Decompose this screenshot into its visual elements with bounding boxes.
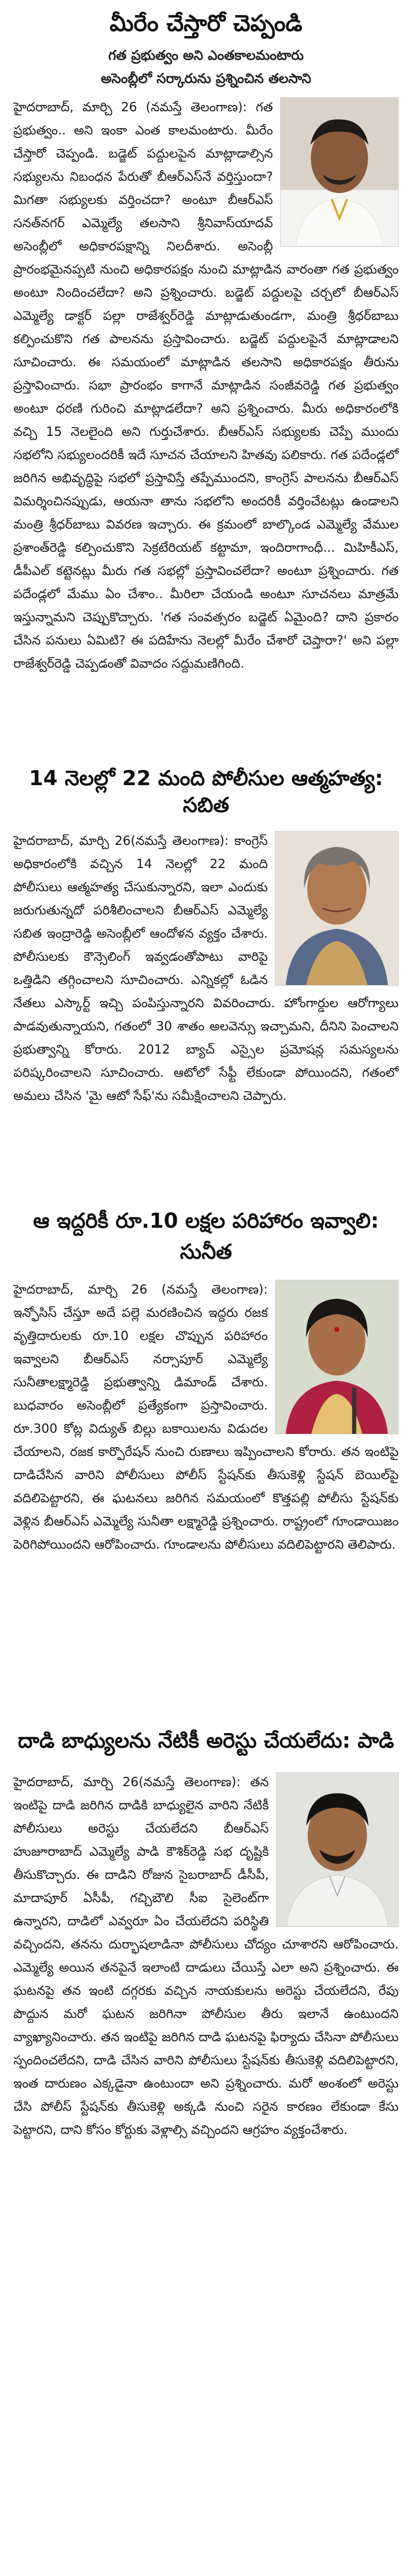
article-headline: దాడి బాధ్యులను నేటికీ అరెస్టు చేయలేదు: పాడి (18, 1729, 394, 1753)
article-dateline: హైదరాబాద్, మార్చి 26(నమస్తే తెలంగాణ): (13, 833, 229, 848)
article-dateline: హైదరాబాద్, మార్చి 26 (నమస్తే తెలంగాణ): (13, 1282, 268, 1297)
sunitha-photo (275, 1280, 399, 1434)
article-sabitha (0, 750, 412, 1195)
article-sunitha (0, 1200, 412, 1721)
article-body-wrap (13, 1770, 399, 2141)
article-dateline: హైదరాబాద్, మార్చి 26(నమస్తే తెలంగాణ): (13, 1774, 241, 1789)
article-body-wrap (13, 95, 399, 675)
article-body-wrap (13, 1278, 399, 1556)
article-headline: మీరేం చేస్తారో చెప్పండి (109, 10, 303, 37)
sabitha-photo (275, 831, 399, 986)
article-talasani (0, 9, 412, 746)
article-headline: ఆ ఇద్దరికీ రూ.10 లక్షల పరిహారం ఇవ్వాలి: సునీత (33, 1209, 379, 1264)
padi-photo (276, 1772, 399, 1927)
article-body-text: కాంగ్రెస్ అధికారంలోకి వచ్చిన 14 నెలల్లో 22 మంది పోలీసులు ఆత్మహత్య చేసుకున్నారని, ఇలా ఎందుకు జరుగుతున్నదో పరిశీలించాలని బీఆర్ఎస్ ఎమ్మెల్యే సబిత ఇంద్రారెడ్డి అసెంబ్లీలో ఆందోళన వ్యక్తం చేశారు. పోలీసులకు కౌన్సెలింగ్ ఇవ్వడంతోపాటు వారిపై ఒత్తిడిని తగ్గించాలని సూచించారు. ఎన్నికల్లో ఓడిన నేతలు ఎస్కార్ట్ ఇచ్చి పంపిస్తున్నారని వివరించారు. హోంగార్డుల ఆరోగ్యాలు పాడవుతున్నాయని, గతంలో 30 శాతం అలవెన్సు ఇచ్చామని, దీనిని పెంచాలని ప్రభుత్వాన్ని కోరారు. 2012 బ్యాచ్ ఎస్సైల ప్రమోషన్ల సమస్యలను పరిష్కరించాలని సూచించారు. ఆటోలో సేఫ్టీ లేకుండా పోయిందని, గతంలో అమలు చేసిన 'మై ఆటో సేఫ్'ను సమీక్షించాలని చెప్పారు. (13, 833, 399, 1103)
article-subheadline-2: అసెంబ్లీలో సర్కారును ప్రశ్నించిన తలసాని (100, 71, 312, 87)
article-headline: 14 నెలల్లో 22 మంది పోలీసుల ఆత్మహత్య: సబిత (29, 767, 383, 817)
article-body-wrap (13, 829, 399, 1107)
article-body-text: ఇన్ఫోసిస్ చేస్తూ అదే పల్లె మరణించిన ఇద్దరు రజక వృత్తిదారులకు రూ.10 లక్షల చొప్పున పరిహారం ఇవ్వాలని బీఆర్ఎస్ నర్సాపూర్ ఎమ్మెల్యే సునీతాలక్ష్మారెడ్డి ప్రభుత్వాన్ని డిమాండ్ చేశారు. బుధవారం అసెంబ్లీలో ప్రత్యేకంగా ప్రస్తావించారు. రూ.300 కోట్ల విద్యుత్ బిల్లు బకాయిలను విడుదల చేయాలని, రజక కార్పొరేషన్ నుంచి రుణాలు ఇప్పించాలని కోరారు. తన ఇంటిపై దాడిచేసిన వారిని పోలీసులు పోలీస్ స్టేషన్‌కు తీసుకెళ్లి స్టేషన్ బెయిల్‌పై వదిలిపెట్టారని, ఈ ఘటనలు జరిగిన సమయంలో కొత్తపల్లి పోలీసు స్టేషన్‌కు వెళ్లిన బీఆర్ఎస్ ఎమ్మెల్యే సునీతా లక్ష్మారెడ్డి ప్రశ్నించారు. రాష్ట్రంలో గూండాయిజం పెరిగిపోయిందని ఆరోపించారు. గూండాలను పోలీసులు వదిలిపెట్టారని తెలిపారు. (13, 1305, 399, 1552)
article-subheadline: గత ప్రభుత్వం అని ఎంతకాలమంటారు (108, 48, 304, 63)
article-body-text: తన ఇంటిపై దాడి జరిగిన దాడికి బాధ్యులైన వారిని నేటికీ పోలీసులు అరెస్టు చేయలేదని బీఆర్ఎస్ హుజూరాబాద్ ఎమ్మెల్యే పాడి కౌశిక్‌రెడ్డి సభ దృష్టికి తీసుకొచ్చారు. ఈ దాడిని రోజున సైబరాబాద్ డీసీపీ, మాదాపూర్ ఏసీపీ, గచ్చిబౌలి సీఐ సైలెంట్‌గా ఉన్నారని, దాడిలో ఎవ్వరూ ఏం చేయలేదని పరిస్థితి వచ్చిందని, తనను దుర్భాషలాడినా పోలీసులు చోద్యం చూశారని ఆరోపించారు. ఎమ్మెల్యే అయిన తనపైనే ఇలాంటి దాడులు చేయిస్తే ఎలా అని ప్రశ్నించారు. ఈ ఘటనపై తన ఇంటి దగ్గరకు వచ్చిన నాయకులను అరెస్టు చేయలేదని, రేపు పొద్దున మరో ఘటన జరిగినా పోలీసుల తీరు ఇలానే ఉంటుందని వ్యాఖ్యానించారు. తన ఇంటిపై జరిగిన దాడి ఘటనపై ఫిర్యాదు చేసినా పోలీసులు స్పందించలేదని, దాడి చేసిన వారిని పోలీసులు స్టేషన్‌కు తీసుకెళ్లి వదిలిపెట్టారని, ఇంత దారుణం ఎక్కడైనా ఉంటుందా అని ప్రశ్నించారు. మరో అంశంలో అరెస్టు చేసి పోలీస్ స్టేషన్‌కు తీసుకెళ్లి అక్కడి నుంచి సరైన కారణం లేకుండా కేసు పెట్టారని, దాని కోసం కోర్టుకు వెళ్లాల్సి వచ్చిందని ఆగ్రహం వ్యక్తంచేశారు. (13, 1774, 399, 2137)
article-dateline: హైదరాబాద్, మార్చి 26 (నమస్తే తెలంగాణ): (13, 99, 247, 115)
article-padi (0, 1726, 412, 2576)
talasani-photo (280, 97, 399, 247)
article-body-text: గత ప్రభుత్వం.. అని ఇంకా ఎంత కాలమంటారు. మీరేం చేస్తారో చెప్పండి. బడ్జెట్ పద్దులపైన మాట్లాడాల్సిన సభ్యులను నిబంధన పేరుతో బీఆర్ఎస్‌నే వర్తిస్తుందా? మిగతా సభ్యులకు వర్తించదా? అంటూ బీఆర్ఎస్ సనత్‌నగర్ ఎమ్మెల్యే తలసాని శ్రీనివాస్‌యాదవ్ అసెంబ్లీలో అధికారపక్షాన్ని నిలదీశారు. అసెంబ్లీ ప్రారంభమైనప్పటి నుంచి అధికారపక్షం నుంచి మాట్లాడిన వారంతా గత ప్రభుత్వం అంటూ నిందించలేదా? అని ప్రశ్నించారు. బడ్జెట్ పద్దులపై చర్చలో బీఆర్ఎస్ ఎమ్మెల్యే డాక్టర్ పల్లా రాజేశ్వర్‌రెడ్డి మాట్లాడుతుండగా, మంత్రి శ్రీధర్‌బాబు కల్పించుకొని గత పాలనను ప్రస్తావించారు. బడ్జెట్ పద్దులపైనే మాట్లాడాలని సూచించారు. ఈ సమయంలో మాట్లాడిన తలసాని అధికారపక్షం తీరును ప్రస్తావించారు. సభా ప్రారంభం కాగానే మాట్లాడిన సంజీవరెడ్డి గత ప్రభుత్వం అంటూ ధరణి గురించి మాట్లాడలేదా? అని ప్రశ్నించారు. మీరు అధికారంలోకి వచ్చి 15 నెలలైంది అని గుర్తుచేశారు. బీఆర్ఎస్ సభ్యులకు చెప్పే ముందు సభలోని సభ్యులందరికీ ఇదే సూచన చేయాలని హితవు పలికారు. గత పదేండ్లలో జరిగిన అభివృద్ధిపై సభలో ప్రస్తావిస్తే తప్పేముందని, కాంగ్రెస్ పాలనను బీఆర్ఎస్ విమర్శించినప్పుడు, ఆయనా తాను సభలోని అందరికీ వర్తించేటట్లు ఉండాలని మంత్రి శ్రీధర్‌బాబు వివరణ ఇచ్చారు. ఈ క్రమంలో బాల్కొండ ఎమ్మెల్యే వేముల ప్రశాంత్‌రెడ్డి కల్పించుకొని సెక్రటేరియట్ కట్టామా, ఇందిరాగాంధీ... మిహికీఎస్, డీపీఎల్ కట్టెనట్లు మీరు గత సభల్లో ప్రస్తావించలేదా? అంటూ ప్రశ్నించారు. గత పదేండ్లలో మేము ఏం చేశాం.. మీరిలా చేయండి అంటూ సూచనలు మాత్రమే ఇస్తున్నామని చెప్పుకొచ్చారు. 'గత సంవత్సరం బడ్జెట్ ఏమైంది? దాని ప్రకారం చేసిన పనులు ఏమిటి? ఈ పదిహేను నెలల్లో మీరేం చేశారో చెప్తారా?' అని పల్లా రాజేశ్వర్‌రెడ్డి చెప్పడంతో వివాదం సద్దుమణిగింది. (13, 99, 399, 671)
